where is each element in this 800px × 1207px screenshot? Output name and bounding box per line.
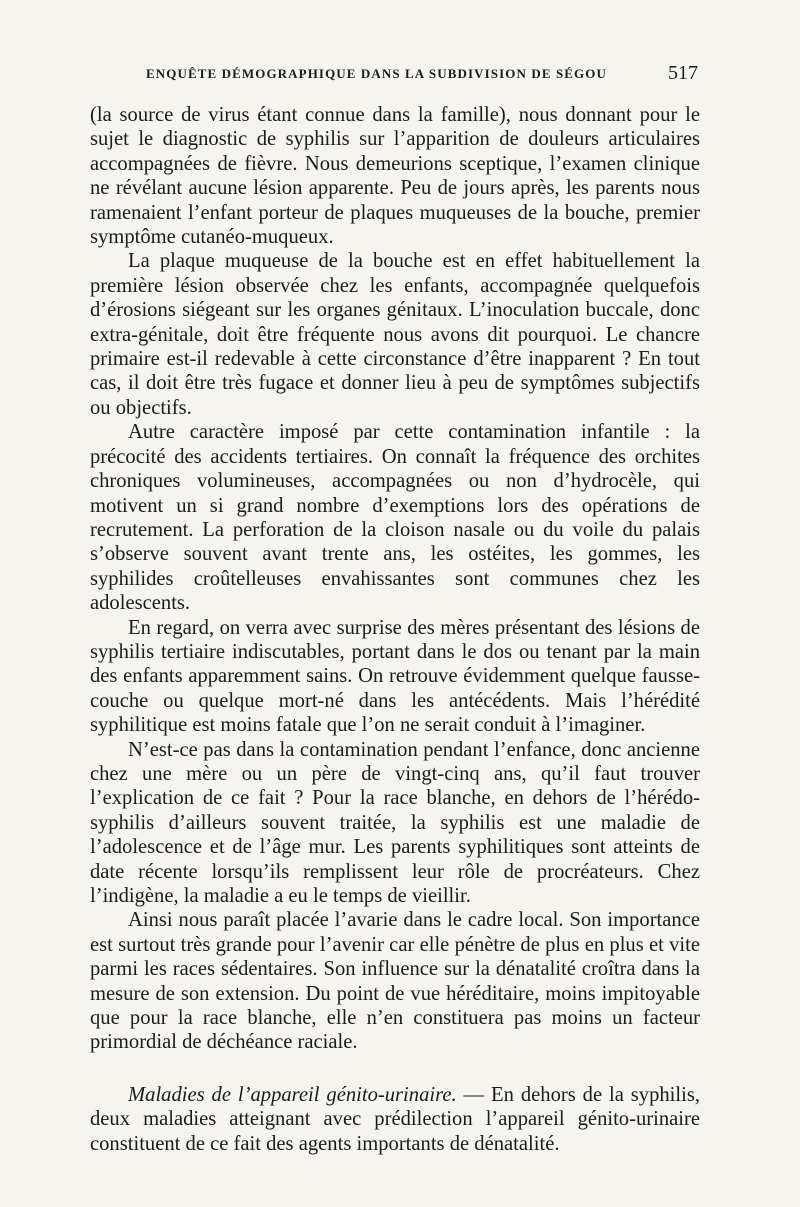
running-head [90,64,702,88]
section-paragraph [90,1083,700,1156]
paragraph-3: Autre caractère imposé par cette contamination infantile : la précocité des accidents tertiaires. On connaît la fréquence des orchites chroniques volumineuses, accompagnées ou non d’hydrocèle, qui motivent un si grand nombre d’exemptions lors des opérations de recrutement. La perforation de la cloison nasale ou du voile du palais s’observe souvent avant trente ans, les ostéites, les gommes, les syphilides croûtelleuses envahissantes sont communes chez les adolescents. [90,421,700,615]
paragraph-5: N’est-ce pas dans la contamination pendant l’enfance, donc ancienne chez une mère ou un père de vingt-cinq ans, qu’il faut trouver l’explication de ce fait ? Pour la race blanche, en dehors de l’hérédo-syphilis d’ailleurs souvent traitée, la syphilis est une maladie de l’adolescence et de l’âge mur. Les parents syphilitiques sont atteints de date récente lorsqu’ils remplissent leur rôle de procréateurs. Chez l’indigène, la maladie a eu le temps de vieillir. [90,738,700,907]
paragraph-4: En regard, on verra avec surprise des mères présentant des lésions de syphilis tertiaire indiscutables, portant dans le dos ou tenant par la main des enfants apparemment sains. On retrouve évidemment quelque fausse-couche ou quelque mort-né dans les antécédents. Mais l’hérédité syphilitique est moins fatale que l’on ne serait conduit à l’imaginer. [90,616,700,737]
body-text [90,103,700,1156]
page-number: 517 [668,62,698,84]
paragraph-2: La plaque muqueuse de la bouche est en effet habituellement la première lésion observée chez les enfants, accompagnée quelquefois d’érosions siégeant sur les organes génitaux. L’inoculation buccale, donc extra-génitale, doit être fréquente nous avons dit pourquoi. Le chancre primaire est-il redevable à cette circonstance d’être inapparent ? En tout cas, il doit être très fugace et donner lieu à peu de symptômes subjectifs ou objectifs. [90,250,700,419]
paragraph-6: Ainsi nous paraît placée l’avarie dans le cadre local. Son importance est surtout très grande pour l’avenir car elle pénètre de plus en plus et vite parmi les races sédentaires. Son influence sur la dénatalité croîtra dans la mesure de son extension. Du point de vue héréditaire, moins impitoyable que pour la race blanche, elle n’en constituera pas moins un facteur primordial de déchéance raciale. [90,909,700,1054]
running-head-title: ENQUÊTE DÉMOGRAPHIQUE DANS LA SUBDIVISION DE SÉGOU [146,66,607,81]
section-heading: Maladies de l’appareil génito-urinaire. [128,1083,457,1106]
section-text: — En dehors de la syphilis, deux maladies atteignant avec prédilection l’appareil génito-urinaire constituent de ce fait des agents importants de dénatalité. [90,1083,700,1155]
paragraph-1: (la source de virus étant connue dans la famille), nous donnant pour le sujet le diagnostic de syphilis sur l’apparition de douleurs articulaires accompagnées de fièvre. Nous demeurions sceptique, l’examen clinique ne révélant aucune lésion apparente. Peu de jours après, les parents nous ramenaient l’enfant porteur de plaques muqueuses de la bouche, premier symptôme cutanéo-muqueux. [90,104,700,249]
